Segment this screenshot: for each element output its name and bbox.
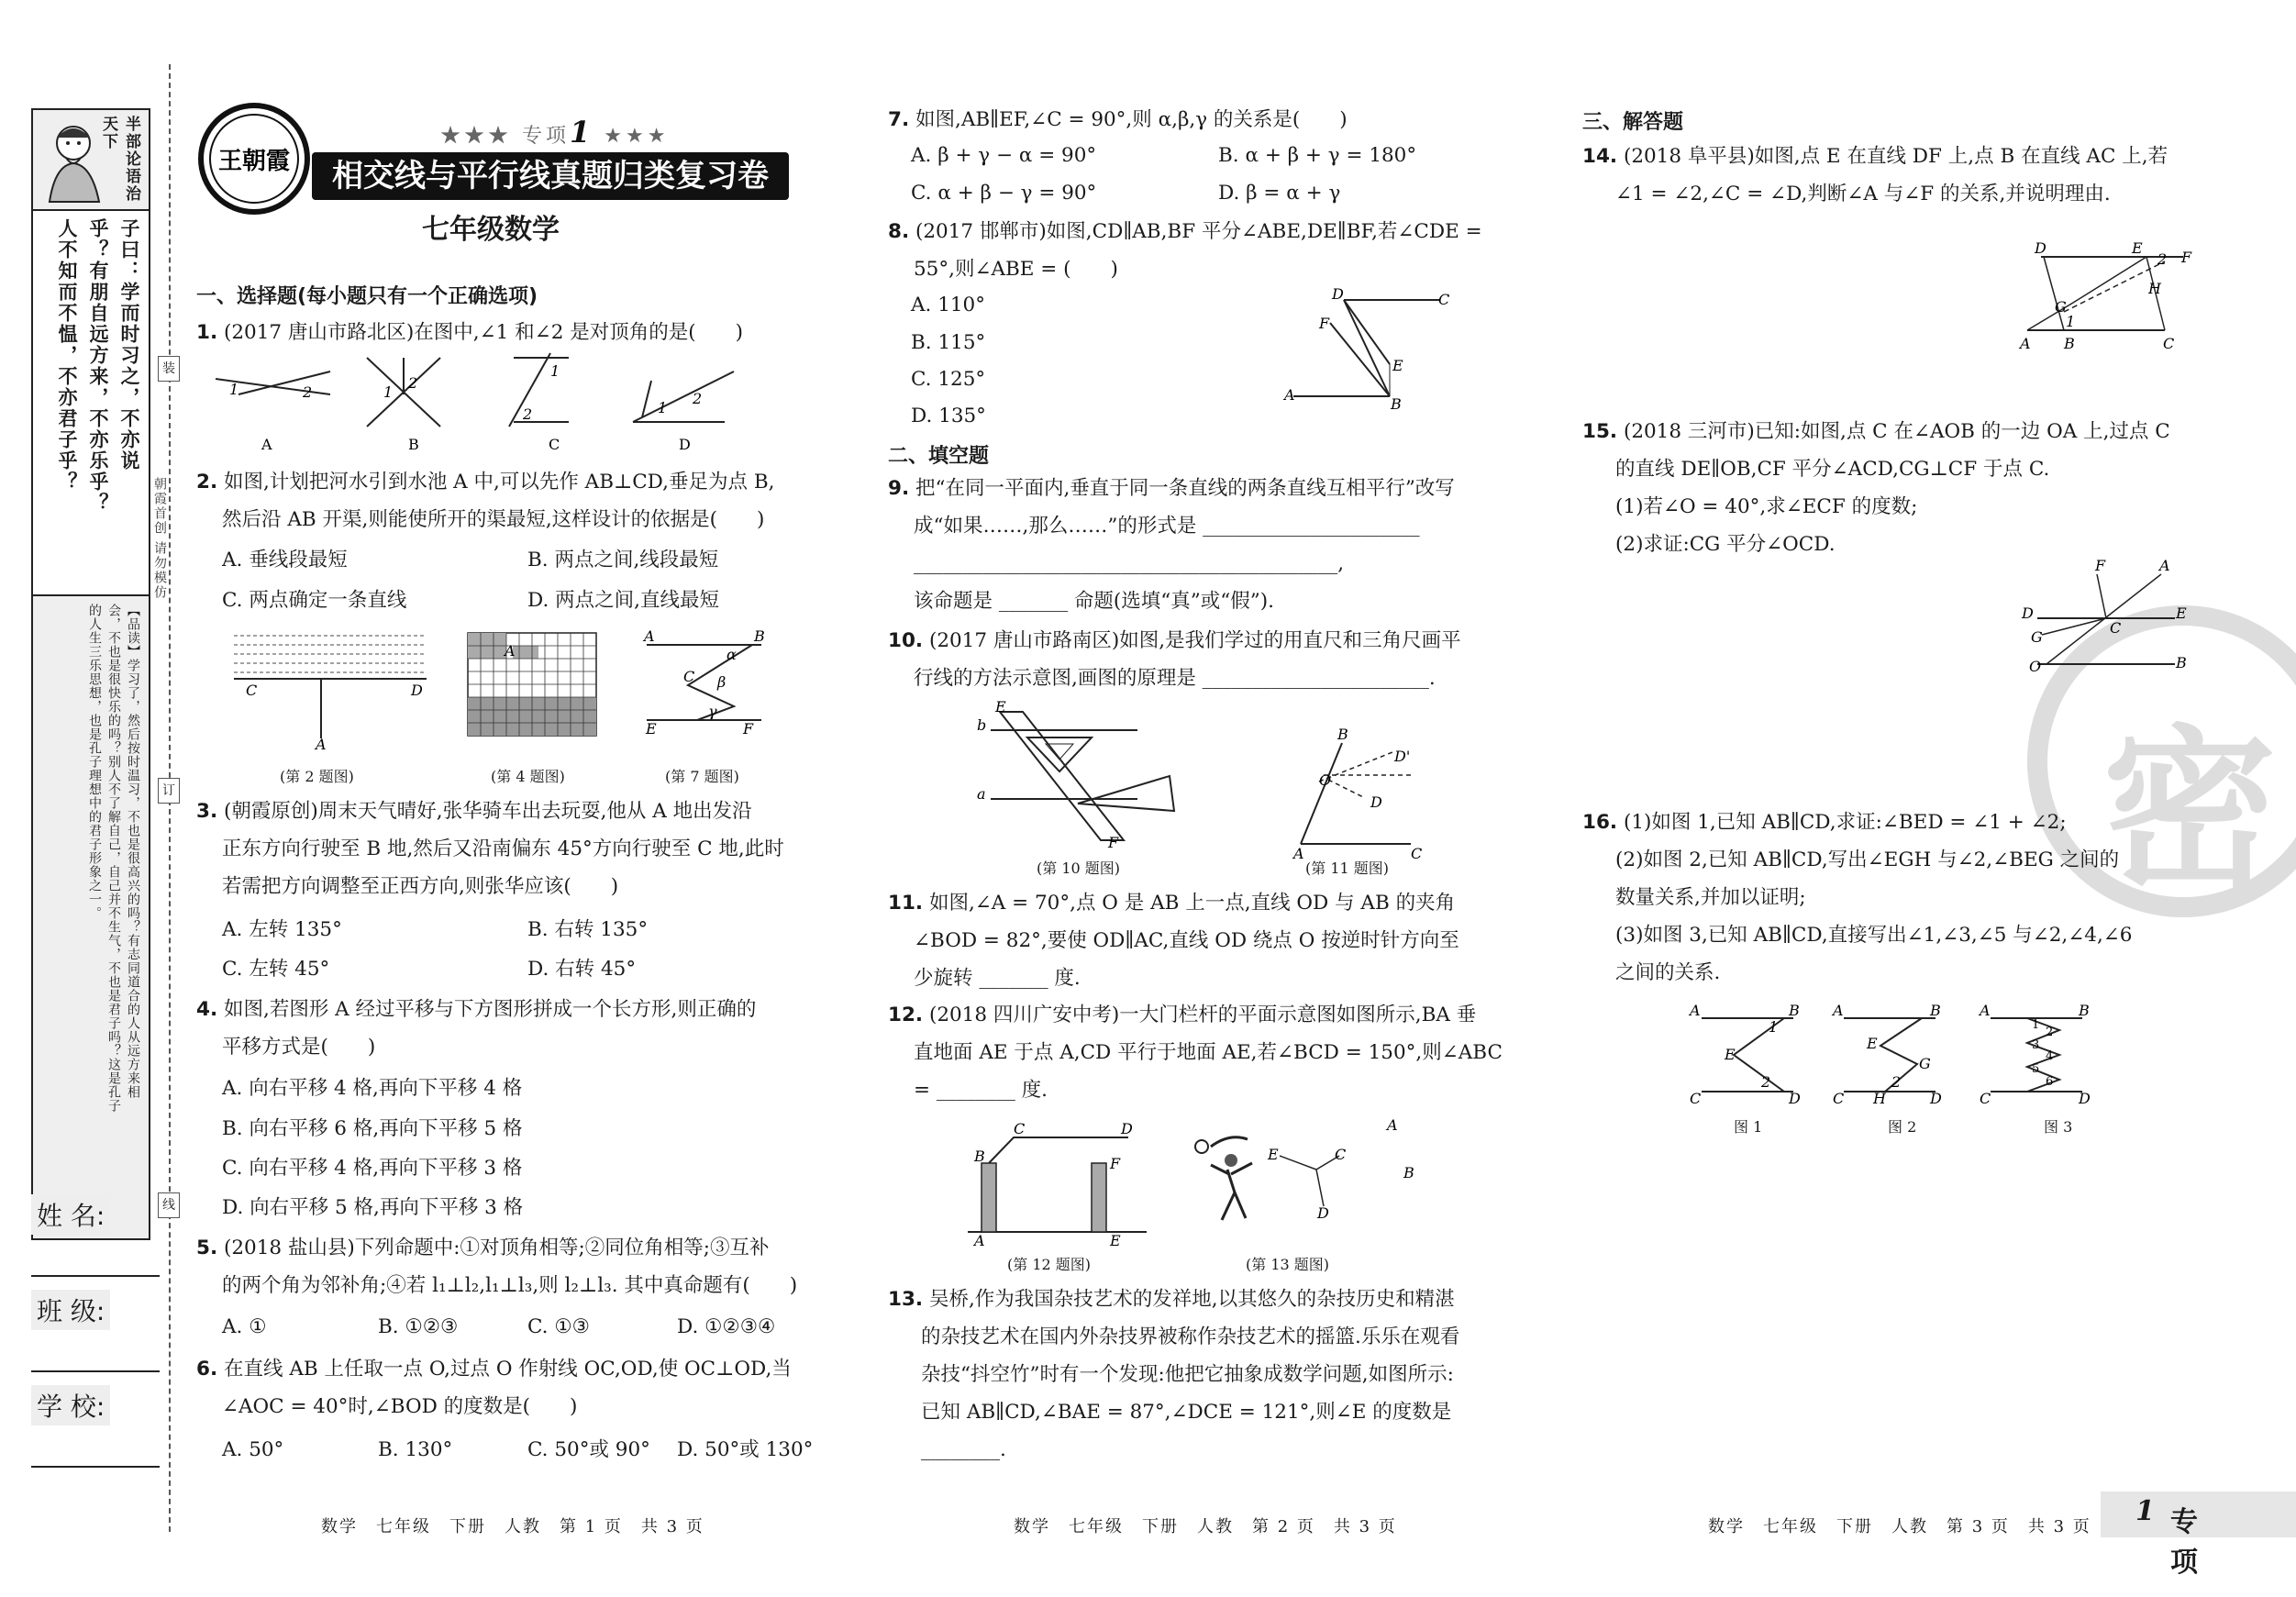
svg-text:F: F	[2095, 557, 2106, 574]
question-number: 1.	[196, 321, 218, 344]
question-text: (2018 盐山县)下列命题中:①对顶角相等;②同位角相等;③互补	[223, 1237, 770, 1259]
svg-text:F: F	[1108, 834, 1119, 851]
svg-text:E: E	[1268, 1146, 1279, 1163]
school-field[interactable]	[31, 1425, 160, 1468]
question-5	[196, 1229, 797, 1304]
option-d[interactable]: D. 135°	[911, 405, 986, 427]
topic-tab-label	[2135, 1495, 2198, 1579]
reading-line: 会，不也是很快乐的吗？别人不了解自己，自己并不生气，不也是君子吗？这是孔子	[106, 604, 121, 1113]
svg-text:A: A	[974, 1232, 985, 1249]
svg-text:A: A	[316, 736, 327, 753]
name-field[interactable]	[31, 1235, 160, 1277]
figure-caption: (第 4 题图)	[491, 768, 565, 785]
tab-prefix: 专项	[2170, 1506, 2198, 1579]
option-b[interactable]: B. ①②③	[378, 1315, 459, 1338]
question-number: 2.	[196, 471, 218, 494]
svg-text:B: B	[2079, 1002, 2090, 1019]
figure-caption: (第 11 题图)	[1305, 859, 1390, 877]
topic-tab	[2101, 1492, 2296, 1579]
question-number: 3.	[196, 800, 218, 823]
watermark-text: 密	[2102, 710, 2278, 913]
q16-figures	[1688, 1004, 2110, 1105]
q8-figure	[1284, 286, 1468, 415]
svg-text:A: A	[1387, 1116, 1398, 1134]
figure-caption: (第 7 题图)	[665, 768, 739, 785]
motto-line: 人不知而不愠，不亦君子乎？	[56, 218, 79, 493]
question-text: 杂技“抖空竹”时有一个发现:他把它抽象成数学问题,如图所示:	[921, 1363, 1454, 1386]
question-number: 8.	[888, 220, 910, 243]
question-text: (朝霞原创)周末天气晴好,张华骑车出去玩耍,他从 A 地出发沿	[223, 800, 752, 823]
question-number: 16.	[1582, 811, 1618, 834]
svg-text:B: B	[754, 627, 765, 645]
option-b[interactable]: B. α + β + γ = 180°	[1218, 144, 1417, 167]
figure-caption: (第 13 题图)	[1246, 1256, 1330, 1273]
motto-box	[31, 108, 150, 1240]
svg-text:D: D	[2079, 1090, 2091, 1107]
question-text: 平移方式是( )	[222, 1036, 376, 1059]
svg-text:F: F	[2181, 249, 2192, 266]
question-text: (1)若∠O = 40°,求∠ECF 的度数;	[1615, 495, 1918, 518]
svg-text:A: A	[1833, 1002, 1844, 1019]
reading-text	[33, 596, 149, 1238]
cut-mark: 装	[158, 356, 180, 382]
question-text: 如图,计划把河水引到水池 A 中,可以先作 AB⊥CD,垂足为点 B,	[223, 471, 775, 494]
option-c[interactable]: C. 50°或 90°	[527, 1438, 650, 1461]
question-4	[196, 991, 756, 1066]
option-a[interactable]: A. 110°	[911, 294, 985, 316]
question-number: 9.	[888, 477, 910, 500]
q1-label-c: C	[549, 436, 560, 453]
svg-text:6: 6	[2046, 1075, 2054, 1089]
svg-text:F: F	[1319, 315, 1330, 332]
q1-label-a: A	[261, 436, 272, 453]
svg-text:C: C	[1438, 291, 1450, 308]
name-field-block[interactable]	[31, 1194, 160, 1277]
question-6	[196, 1350, 792, 1425]
question-text: (2018 阜平县)如图,点 E 在直线 DF 上,点 B 在直线 AC 上,若	[1623, 145, 2168, 168]
name-label: 姓 名:	[31, 1194, 110, 1235]
question-text: 的两个角为邻补角;④若 l₁⊥l₂,l₁⊥l₃,则 l₂⊥l₃. 其中真命题有( )	[222, 1274, 798, 1297]
question-text: 正东方向行驶至 B 地,然后又沿南偏东 45°方向行驶至 C 地,此时	[222, 837, 784, 860]
page-footer: 数学 七年级 下册 人教 第 3 页 共 3 页	[1708, 1517, 2091, 1536]
question-2	[196, 463, 774, 538]
class-label: 班 级:	[31, 1290, 110, 1330]
svg-text:D: D	[1930, 1090, 1942, 1107]
svg-text:E: E	[2176, 604, 2187, 622]
option-b[interactable]: B. 向右平移 6 格,再向下平移 5 格	[222, 1117, 523, 1140]
svg-text:D': D'	[1394, 748, 1411, 765]
school-field-block[interactable]	[31, 1385, 160, 1468]
svg-text:2: 2	[2157, 250, 2168, 268]
question-number: 13.	[888, 1288, 924, 1311]
svg-text:A: A	[1293, 845, 1304, 862]
note-line: 请勿模仿	[152, 541, 167, 600]
page-footer: 数学 七年级 下册 人教 第 2 页 共 3 页	[1014, 1517, 1397, 1536]
svg-text:C: C	[1833, 1090, 1845, 1107]
question-text: 如图,若图形 A 经过平移与下方图形拼成一个长方形,则正确的	[223, 998, 757, 1021]
svg-text:3: 3	[2032, 1038, 2040, 1052]
question-text: 然后沿 AB 开渠,则能使所开的渠最短,这样设计的依据是( )	[222, 508, 765, 531]
svg-text:1: 1	[658, 399, 668, 416]
q1-label-b: B	[408, 436, 419, 453]
question-number: 12.	[888, 1004, 924, 1026]
svg-text:C: C	[2110, 619, 2122, 637]
svg-text:4: 4	[2046, 1049, 2054, 1063]
option-a[interactable]: A. β + γ − α = 90°	[911, 144, 1097, 167]
svg-text:B: B	[2064, 335, 2075, 352]
q7-figure	[642, 628, 780, 748]
question-number: 4.	[196, 998, 218, 1021]
svg-text:C: C	[1690, 1090, 1702, 1107]
option-b[interactable]: B. 两点之间,线段最短	[527, 549, 719, 571]
left-sidebar	[31, 108, 150, 1240]
q12-gate-figure	[963, 1120, 1165, 1249]
question-text: 少旋转 _______ 度.	[914, 967, 1081, 990]
figure-caption: 图 1	[1734, 1118, 1763, 1136]
class-field[interactable]	[31, 1330, 160, 1372]
question-text: ∠AOC = 40°时,∠BOD 的度数是( )	[222, 1395, 578, 1418]
figure-caption: (第 2 题图)	[280, 768, 354, 785]
svg-text:F: F	[743, 720, 754, 738]
question-text: (3)如图 3,已知 AB∥CD,直接写出∠1,∠3,∠5 与∠2,∠4,∠6	[1615, 924, 2133, 947]
question-text: 吴桥,作为我国杂技艺术的发祥地,以其悠久的杂技历史和精湛	[928, 1288, 1455, 1311]
figure-caption: 图 2	[1888, 1118, 1917, 1136]
svg-text:D: D	[1121, 1120, 1133, 1137]
question-text: ∠BOD = 82°,要使 OD∥AC,直线 OD 绕点 O 按逆时针方向至	[914, 929, 1459, 952]
question-text: 把“在同一平面内,垂直于同一条直线的两条直线互相平行”改写	[915, 477, 1455, 500]
svg-text:E: E	[1110, 1232, 1121, 1249]
question-text: 成“如果……,那么……”的形式是 ______________________	[914, 515, 1420, 538]
svg-text:1: 1	[229, 381, 239, 398]
question-text: = ________ 度.	[914, 1079, 1048, 1102]
question-text: (2017 邯郸市)如图,CD∥AB,BF 平分∠ABE,DE∥BF,若∠CDE =	[915, 220, 1482, 243]
svg-text:C: C	[1335, 1146, 1347, 1163]
question-text: (2018 三河市)已知:如图,点 C 在∠AOB 的一边 OA 上,过点 C	[1623, 420, 2170, 443]
option-a[interactable]: A. 50°	[222, 1438, 284, 1461]
tab-num: 1	[2135, 1495, 2155, 1527]
question-text: ___________________________________________,	[914, 552, 1345, 575]
svg-text:B: B	[1930, 1002, 1941, 1019]
question-14	[1582, 138, 2168, 213]
question-text: (2018 四川广安中考)一大门栏杆的平面示意图如图所示,BA 垂	[928, 1004, 1477, 1026]
option-d[interactable]: D. 右转 45°	[527, 958, 637, 981]
question-text: 如图,AB∥EF,∠C = 90°,则 α,β,γ 的关系是( )	[915, 108, 1348, 131]
option-b[interactable]: B. 130°	[378, 1438, 453, 1461]
option-d[interactable]: D. 50°或 130°	[677, 1438, 814, 1461]
svg-text:G: G	[2031, 628, 2043, 646]
question-number: 14.	[1582, 145, 1618, 168]
q10-ruler-figure	[972, 698, 1211, 851]
motto-text	[33, 211, 149, 596]
q2-figure	[229, 628, 440, 757]
question-number: 5.	[196, 1237, 218, 1259]
option-c[interactable]: C. α + β − γ = 90°	[911, 182, 1097, 205]
option-c[interactable]: C. ①③	[527, 1315, 590, 1338]
question-12	[888, 996, 1503, 1109]
question-text: 55°,则∠ABE = ( )	[914, 258, 1118, 281]
svg-text:F: F	[1110, 1155, 1121, 1172]
question-text: (2017 唐山市路北区)在图中,∠1 和∠2 是对顶角的是( )	[223, 321, 743, 344]
question-text: 数量关系,并加以证明;	[1615, 886, 1806, 909]
question-15	[1582, 413, 2170, 563]
q14-figure	[2018, 238, 2202, 358]
svg-text:O: O	[1319, 771, 1332, 789]
svg-text:B: B	[1391, 395, 1402, 413]
svg-text:G: G	[2055, 298, 2067, 316]
question-11	[888, 884, 1459, 997]
question-8	[888, 213, 1482, 288]
svg-text:b: b	[977, 716, 987, 734]
figure-caption: (第 12 题图)	[1007, 1256, 1092, 1273]
svg-text:A: A	[1284, 386, 1295, 404]
question-text: 的直线 DE∥OB,CF 平分∠ACD,CG⊥CF 于点 C.	[1615, 458, 2050, 481]
svg-text:2: 2	[1761, 1073, 1771, 1091]
option-b[interactable]: B. 右转 135°	[527, 918, 649, 941]
question-number: 15.	[1582, 420, 1618, 443]
tag-prefix: 专项	[522, 125, 571, 148]
question-13	[888, 1281, 1459, 1469]
q1-figure	[211, 353, 853, 454]
svg-text:B: B	[1403, 1164, 1414, 1181]
figure-caption: 图 3	[2044, 1118, 2073, 1136]
option-b[interactable]: B. 115°	[911, 331, 986, 354]
figure-caption: (第 10 题图)	[1037, 859, 1121, 877]
svg-text:A: A	[2020, 335, 2031, 352]
svg-text:α: α	[727, 646, 737, 663]
q4-grid-figure	[463, 628, 601, 757]
svg-text:1: 1	[2032, 1018, 2040, 1032]
option-d[interactable]: D. 向右平移 5 格,再向下平移 3 格	[222, 1196, 524, 1219]
svg-text:A: A	[644, 627, 655, 645]
motto-header	[33, 110, 149, 211]
option-a[interactable]: A. 左转 135°	[222, 918, 342, 941]
question-number: 7.	[888, 108, 910, 131]
question-text: (2)求证:CG 平分∠OCD.	[1615, 533, 1836, 556]
page-subtitle: 七年级数学	[422, 214, 560, 246]
svg-text:C: C	[246, 682, 258, 699]
svg-text:D: D	[2022, 604, 2034, 622]
svg-text:1: 1	[550, 362, 560, 380]
question-text: 的杂技艺术在国内外杂技界被称作杂技艺术的摇篮.乐乐在观看	[921, 1325, 1460, 1348]
q1-label-d: D	[679, 436, 691, 453]
option-a[interactable]: A. ①	[222, 1315, 267, 1338]
svg-text:β: β	[717, 673, 727, 691]
question-10	[888, 622, 1461, 697]
svg-text:B: B	[1789, 1002, 1800, 1019]
svg-text:E: E	[1392, 357, 1403, 374]
svg-text:C: C	[683, 668, 695, 685]
question-text: ∠1 = ∠2,∠C = ∠D,判断∠A 与∠F 的关系,并说明理由.	[1615, 183, 2111, 205]
svg-text:C: C	[1411, 845, 1423, 862]
svg-text:γ: γ	[708, 703, 717, 720]
option-c[interactable]: C. 125°	[911, 368, 986, 391]
svg-text:D: D	[1317, 1204, 1329, 1222]
question-9	[888, 470, 1455, 620]
svg-text:1: 1	[1769, 1018, 1779, 1036]
svg-text:E: E	[1867, 1035, 1878, 1052]
svg-text:O: O	[2029, 658, 2042, 675]
option-c[interactable]: C. 向右平移 4 格,再向下平移 3 格	[222, 1157, 523, 1180]
svg-text:B: B	[1337, 726, 1348, 743]
option-c[interactable]: C. 左转 45°	[222, 958, 330, 981]
section-heading: 一、选择题(每小题只有一个正确选项)	[196, 285, 538, 308]
svg-text:E: E	[995, 698, 1006, 715]
svg-text:A: A	[1980, 1002, 1991, 1019]
svg-text:2: 2	[1891, 1073, 1902, 1091]
reading-line: 的人生三乐思想，也是孔子理想中的君子形象之一。	[87, 604, 102, 920]
question-text: 该命题是 _______ 命题(选填“真”或“假”).	[914, 590, 1274, 613]
svg-text:D: D	[1370, 793, 1382, 811]
topic-tag: ★★★ 专项1 ★★★	[440, 115, 670, 150]
note-line: 朝霞首创	[152, 477, 167, 536]
svg-text:2: 2	[408, 374, 418, 392]
svg-text:E: E	[646, 720, 657, 738]
question-text: 直地面 AE 于点 A,CD 平行于地面 AE,若∠BCD = 150°,则∠ABC	[914, 1041, 1503, 1064]
svg-text:E: E	[2132, 239, 2143, 257]
question-3	[196, 793, 784, 905]
question-1	[196, 314, 743, 351]
svg-text:2: 2	[523, 405, 533, 423]
reading-line: 【品读】学习了，然后按时温习，不也是很高兴的吗？有志同道合的人从远方来相	[126, 604, 140, 1099]
question-number: 6.	[196, 1358, 218, 1381]
question-text: (1)如图 1,已知 AB∥CD,求证:∠BED = ∠1 + ∠2;	[1623, 811, 2067, 834]
section-heading: 二、填空题	[888, 445, 990, 468]
tag-num: 1	[570, 115, 594, 150]
question-text: 已知 AB∥CD,∠BAE = 87°,∠DCE = 121°,则∠E 的度数是	[921, 1401, 1452, 1424]
logo-text: 王朝霞	[217, 148, 291, 175]
cut-mark: 订	[158, 778, 180, 804]
svg-text:a: a	[977, 785, 986, 803]
svg-text:B: B	[2176, 654, 2187, 671]
copyright-note	[150, 477, 169, 660]
svg-text:A: A	[2159, 557, 2170, 574]
question-number: 11.	[888, 892, 924, 915]
svg-text:D: D	[1789, 1090, 1801, 1107]
option-a[interactable]: A. 垂线段最短	[222, 549, 348, 571]
option-a[interactable]: A. 向右平移 4 格,再向下平移 4 格	[222, 1077, 523, 1100]
question-text: ________.	[921, 1438, 1006, 1461]
svg-text:1: 1	[383, 383, 394, 401]
question-text: 若需把方向调整至正西方向,则张华应该( )	[222, 875, 619, 898]
svg-text:D: D	[2035, 239, 2046, 257]
svg-text:1: 1	[2066, 313, 2076, 330]
svg-text:D: D	[1332, 285, 1344, 303]
svg-text:H: H	[1873, 1090, 1886, 1107]
page-title: 相交线与平行线真题归类复习卷	[312, 152, 789, 200]
svg-text:2: 2	[2046, 1026, 2054, 1039]
question-text: 如图,∠A = 70°,点 O 是 AB 上一点,直线 OD 与 AB 的夹角	[928, 892, 1456, 915]
svg-text:G: G	[1919, 1055, 1931, 1072]
question-text: (2)如图 2,已知 AB∥CD,写出∠EGH 与∠2,∠BEG 之间的	[1615, 848, 2120, 871]
option-c[interactable]: C. 两点确定一条直线	[222, 589, 407, 612]
school-label: 学 校:	[31, 1385, 110, 1425]
motto-line: 乎？有朋自远方来，不亦乐乎？	[87, 218, 110, 514]
q13-diabolo-figure	[1174, 1116, 1431, 1238]
cut-mark: 线	[158, 1192, 180, 1218]
svg-text:C: C	[1980, 1090, 1991, 1107]
question-16	[1582, 804, 2132, 992]
question-text: 行线的方法示意图,画图的原理是 _______________________.	[914, 667, 1436, 690]
question-number: 10.	[888, 629, 924, 652]
question-text: (2017 唐山市路南区)如图,是我们学过的用直尺和三角尺画平	[928, 629, 1461, 652]
svg-text:C: C	[1014, 1120, 1026, 1137]
option-d[interactable]: D. β = α + γ	[1218, 182, 1341, 205]
svg-text:2: 2	[303, 383, 313, 401]
svg-text:A: A	[505, 642, 516, 660]
q15-figure	[2014, 556, 2216, 684]
brand-logo-icon	[194, 99, 314, 218]
svg-text:A: A	[1690, 1002, 1701, 1019]
section-heading: 三、解答题	[1582, 111, 1684, 134]
motto-title: 半部论语治天下	[99, 116, 140, 203]
motto-line: 子曰：学而时习之，不亦说	[118, 218, 141, 471]
class-field-block[interactable]	[31, 1290, 160, 1372]
option-d[interactable]: D. 两点之间,直线最短	[527, 589, 719, 612]
svg-text:C: C	[2163, 335, 2175, 352]
svg-text:H: H	[2148, 280, 2161, 297]
option-d[interactable]: D. ①②③④	[677, 1315, 776, 1338]
svg-text:B: B	[974, 1148, 985, 1165]
svg-text:2: 2	[693, 390, 703, 407]
q11-figure	[1292, 725, 1438, 862]
question-7	[888, 101, 1348, 139]
svg-text:5: 5	[2032, 1062, 2040, 1076]
svg-text:E: E	[1725, 1046, 1736, 1063]
question-text: 之间的关系.	[1615, 961, 1721, 984]
question-text: 在直线 AB 上任取一点 O,过点 O 作射线 OC,OD,使 OC⊥OD,当	[223, 1358, 792, 1381]
page-footer: 数学 七年级 下册 人教 第 1 页 共 3 页	[321, 1517, 704, 1536]
svg-text:D: D	[411, 682, 423, 699]
